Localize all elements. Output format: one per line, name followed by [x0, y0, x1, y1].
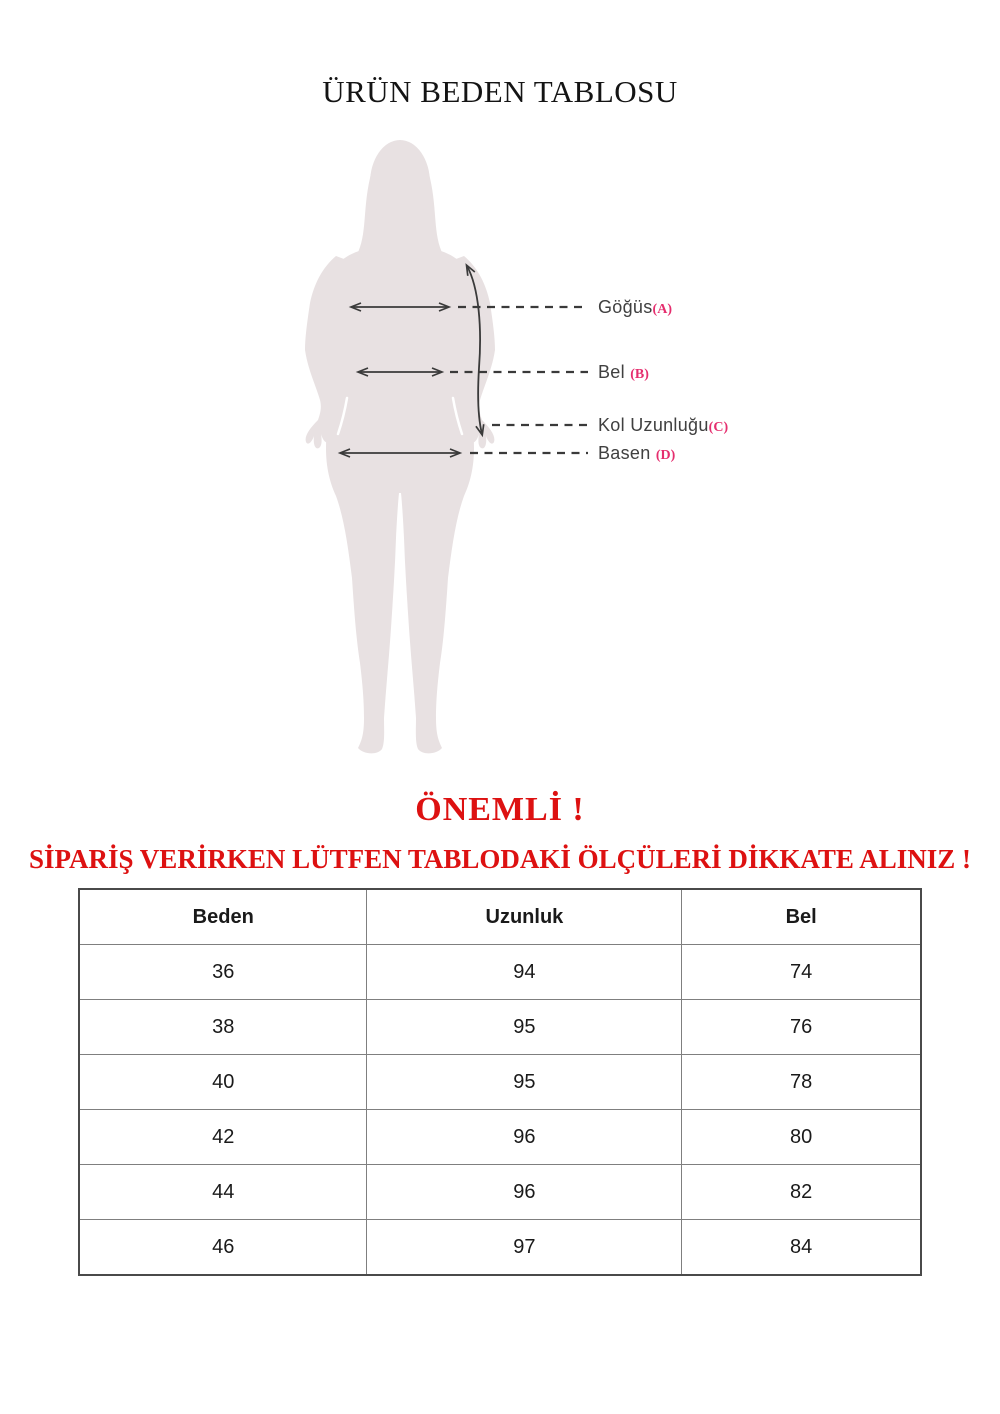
size-cell: 42	[79, 1110, 367, 1165]
table-row	[79, 1110, 921, 1165]
measurement-label-hip	[598, 442, 675, 464]
important-heading: ÖNEMLİ !	[415, 791, 585, 828]
table-row	[79, 1055, 921, 1110]
table-row	[79, 1220, 921, 1276]
size-cell: 40	[79, 1055, 367, 1110]
measurement-label-waist	[598, 361, 649, 383]
table-row	[79, 945, 921, 1000]
waist-cell: 76	[682, 1000, 921, 1055]
measurement-code: (B)	[630, 367, 649, 382]
waist-cell: 74	[682, 945, 921, 1000]
length-cell: 94	[367, 945, 682, 1000]
waist-cell: 78	[682, 1055, 921, 1110]
waist-cell: 82	[682, 1165, 921, 1220]
length-cell: 95	[367, 1000, 682, 1055]
body-measurement-diagram	[292, 138, 612, 768]
table-row	[79, 1000, 921, 1055]
size-cell: 46	[79, 1220, 367, 1276]
measurement-name: Kol Uzunluğu	[598, 415, 709, 435]
order-warning-text: SİPARİŞ VERİRKEN LÜTFEN TABLODAKİ ÖLÇÜLERİ DİKKATE ALINIZ !	[29, 844, 971, 874]
measurement-code: (D)	[655, 448, 676, 463]
measurement-name: Göğüs	[598, 297, 653, 317]
header-beden: Beden	[79, 889, 367, 945]
measurement-code: (C)	[708, 420, 729, 435]
header-bel: Bel	[682, 889, 921, 945]
header-uzunluk: Uzunluk	[367, 889, 682, 945]
measurement-code: (A)	[652, 302, 672, 317]
waist-cell: 80	[682, 1110, 921, 1165]
size-cell: 38	[79, 1000, 367, 1055]
waist-cell: 84	[682, 1220, 921, 1276]
length-cell: 95	[367, 1055, 682, 1110]
length-cell: 96	[367, 1165, 682, 1220]
measurement-name: Basen	[598, 443, 656, 463]
size-table-header-row	[79, 889, 921, 945]
measurement-label-arm-length	[598, 414, 728, 436]
size-table	[78, 888, 922, 1276]
measurement-label-chest	[598, 296, 672, 318]
female-silhouette-icon	[305, 140, 495, 753]
length-cell: 96	[367, 1110, 682, 1165]
page-title: ÜRÜN BEDEN TABLOSU	[322, 74, 678, 109]
length-cell: 97	[367, 1220, 682, 1276]
measurement-name: Bel	[598, 362, 631, 382]
size-cell: 36	[79, 945, 367, 1000]
table-row	[79, 1165, 921, 1220]
size-cell: 44	[79, 1165, 367, 1220]
